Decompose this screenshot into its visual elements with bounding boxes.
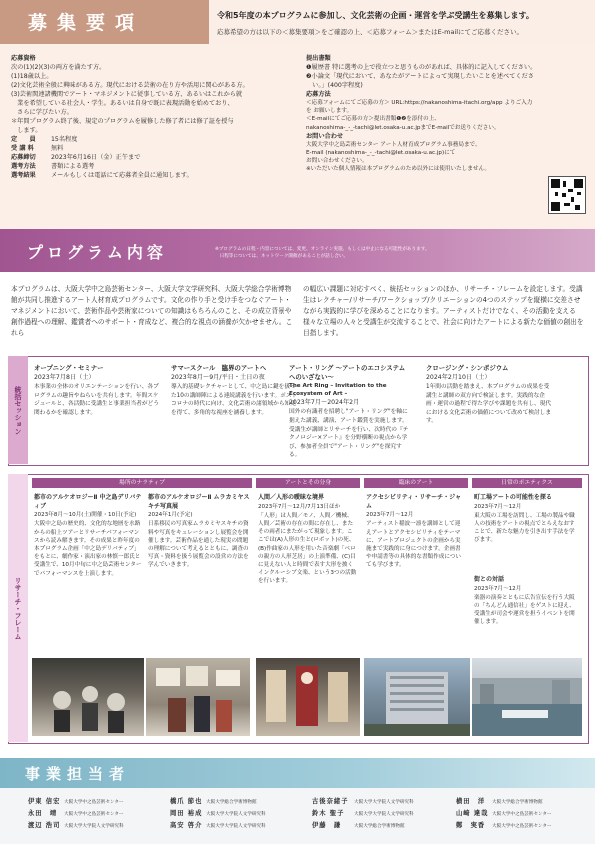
staff-name: 伊藤 謙 xyxy=(312,822,342,829)
session-title: アート・リング 〜アートのエコシステムへのいざない〜 xyxy=(289,364,406,381)
program-intro-right: の幅広い課題に対応すべく、統括セッションのほか、リサーチ・フレームを設定します。受講生はレクチャー/リサーチ/ワークショップ/クリエーションの4つのステップを縦横に交差させながら実践的に学びを深めることになります。アーティストだけでなく、その活動を支える様々な立場の人々と受講生が交流することで、社会に向けたアートによる新たな価値の創出を目指します。 xyxy=(303,285,584,337)
contact-heading: お問い合わせ xyxy=(306,132,344,140)
requirements-intro: 次の(1)(2)(3)の両方を満たす方。 xyxy=(11,64,106,71)
staff-name: 伊東 信宏 xyxy=(28,798,61,805)
header-lead-area xyxy=(209,0,595,44)
field-value: メールもしくは電話にて応募者全員に通知します。 xyxy=(51,172,193,179)
staff-name: 永田 靖 xyxy=(28,810,58,817)
method-line: ＜E-mailにてご応募の方＞提出書類❶❷を添付の上、 xyxy=(306,116,440,123)
research-project xyxy=(258,494,358,586)
session-item xyxy=(426,364,554,426)
document-line: ❷小論文「現代において、あなたがアートによって実現したいことを述べてくださ xyxy=(306,73,534,80)
field-row xyxy=(11,171,296,180)
program-intro-left: 本プログラムは、大阪大学中之島芸術センター、大阪大学文学研究科、大阪大学総合学術博物館が共同し推進するアート人材育成プログラムです。文化の作り手と受け手をつなぐアート・マネジメントにおいて、芸術作品や芸術家についての知識はもちろんのこと、その成立背景や創作過程への理解、鑑賞者へのサポート・育成など、複合的な視点の涵養が欠かせません。これら xyxy=(11,285,293,337)
research-project xyxy=(34,494,142,578)
documents-section xyxy=(306,54,586,174)
project-title: 都市のアルケオロジーⅡ ムラカミヤスキチ写真展 xyxy=(148,494,250,510)
program-title: プログラム内容 xyxy=(27,243,167,262)
research-project xyxy=(474,494,580,545)
field-key: 選考方法 xyxy=(11,163,36,170)
session-label-text: 統括セッション xyxy=(14,385,22,435)
field-value: 2023年6月16日（金）正午まで xyxy=(51,154,141,161)
requirement-line: (2)文化芸術全般に興味がある方。現代における芸術の在り方や活用に関心がある方。 xyxy=(11,82,249,89)
field-value: 無料 xyxy=(51,145,64,152)
photo-performance xyxy=(32,658,144,736)
staff-name: 鄭 実香 xyxy=(456,822,486,829)
field-key: 受 講 料 xyxy=(11,145,34,152)
photo-building xyxy=(364,658,470,736)
project-date: 2023年7月〜12月 xyxy=(366,512,414,519)
research-project xyxy=(366,494,466,570)
staff-name: 岡田 裕成 xyxy=(170,810,203,817)
session-desc: 導入的基礎レクチャーとして、中之島に鍵を扱った10の講師陣による連続講義を行います。ポストコロナの時代に向け、文化芸術の諸領域から知見を得て、多角的な視座を涵養します。 xyxy=(171,384,298,416)
photo-river xyxy=(472,658,582,736)
staff-affiliation: 大阪大学中之島芸術センター xyxy=(64,812,124,817)
staff-affiliation: 大阪大学中之島芸術センター xyxy=(492,824,552,829)
method-line: を お願いします。 xyxy=(306,108,353,115)
project-title: 都市のアルケオロジーⅡ 中之島デリバティブ xyxy=(34,494,142,510)
photo-exhibition xyxy=(146,658,250,736)
session-item xyxy=(171,364,299,417)
photo-exhibition-art xyxy=(146,658,250,736)
project-title: 街との対話 xyxy=(474,576,505,583)
program-note-line: ※プログラムの日程・内容については、変更、オンライン実施、もしくは中止になる可能性があります。 xyxy=(215,247,430,252)
staff-affiliation: 大阪大学大学院人文学研究科 xyxy=(206,824,266,829)
session-date: 2023年7月8日（土） xyxy=(34,374,95,381)
session-title: オープニング・セミナー xyxy=(34,364,104,372)
project-title: 町工場アートの可能性を探る xyxy=(474,494,552,501)
documents-heading: 提出書類 xyxy=(306,55,331,62)
requirement-line: さらに学びたい方。 xyxy=(11,109,73,116)
session-item xyxy=(289,364,411,460)
research-project xyxy=(474,576,580,627)
project-desc: 「人形」は人間／モノ、人間／機械、人間／芸術の存在の間に存在し、またその両者にまたがって現象します。ここでは(A)人形の生と(ロボット)の死、(B)作曲家の人形を用いた音楽劇「ベロの親方の人形芝居」の上演準備、(C)目に見えない人と時間で表す大形を披くインクルーシブ文楽、という3つの活動を行います。 xyxy=(258,512,357,585)
staff-affiliation: 大阪大学大学院人文学研究科 xyxy=(354,812,414,817)
field-key: 定 員 xyxy=(11,136,36,143)
session-title: クロージング・シンポジウム xyxy=(426,364,509,372)
category-header: 日常のポエティクス xyxy=(472,478,582,488)
staff-member xyxy=(456,820,552,833)
photo-puppet-art xyxy=(256,658,360,736)
category-header: 場所のナラティブ xyxy=(32,478,252,488)
requirement-line: (3)芸術関連諸機関でアート・マネジメントに従事している方、あるいはこれから就 xyxy=(11,91,243,98)
session-date: 2023年8月〜9月/平日・土日の夜 xyxy=(171,374,265,381)
session-desc: 国外の有識者を招聘し"アート・リング"を軸に据えた講義、講演、アート鑑賞を実施します。受講生が講師とリサーチを行い、次時代の『テクノロジー×アート』を分野横断の視点から学び、参加者全員で"アート・リング"を探究する。 xyxy=(289,409,409,459)
contact-line: 大阪大学中之島芸術センター アート人材育成プログラム事務局まで、 xyxy=(306,141,481,148)
page-title: 募集要項 xyxy=(28,12,145,34)
category-header: アートとその分身 xyxy=(256,478,360,488)
method-line[interactable]: ＜応募フォームにてご応募の方＞ URL:https://nakanoshima-itachi.org/app よりご入力 xyxy=(306,100,533,106)
project-title: アクセシビリティ・リサーチ・ジャム xyxy=(366,494,461,510)
requirements-section xyxy=(11,54,296,180)
requirement-line: (1)18歳以上。 xyxy=(11,73,53,80)
project-desc: アーティスト稲波一凛を講師として迎えアートとアクセシビリティをテーマに、アートプロジェクトの企画から実施まで実践的に身につけます。企画書や申請書等の具体的な書類作成についても学びます。 xyxy=(366,521,461,569)
project-date: 2024年1月(予定) xyxy=(148,512,193,519)
method-line[interactable]: nakanoshima-_-_-tachi@let.osaka-u.ac.jpまでE-mailでお送りください。 xyxy=(306,124,500,131)
staff-name: 橋爪 節也 xyxy=(170,798,203,805)
field-row xyxy=(11,162,296,171)
research-project xyxy=(148,494,250,570)
staff-member xyxy=(28,820,124,833)
contact-line: ※いただいた個人情報は本プログラムのため以外には使用いたしません。 xyxy=(306,166,490,173)
session-label xyxy=(8,356,28,464)
research-label-text: リサーチ・フレーム xyxy=(14,576,22,640)
staff-affiliation: 大阪大学大学院人文学研究科 xyxy=(64,824,124,829)
staff-member xyxy=(312,820,405,833)
staff-affiliation: 大阪大学大学院人文学研究科 xyxy=(206,812,266,817)
project-desc: 楽器の演奏とともに広告宣伝を行う大阪の「ちんどん通信社」をゲストに迎え、受講生が司会や運営を担うイベントを開催します。 xyxy=(474,594,575,626)
staff-name: 高安 啓介 xyxy=(170,822,203,829)
staff-affiliation: 大阪大学中之島芸術センター xyxy=(64,800,124,805)
field-key: 応募締切 xyxy=(11,154,36,161)
qr-code[interactable] xyxy=(548,176,586,214)
staff-affiliation: 大阪大学中之島芸術センター xyxy=(492,812,552,817)
requirement-line: 業を希望している社会人・学生。あるいは自身で既に表現活動を始めており、 xyxy=(11,100,234,107)
contact-line[interactable]: E-mail (nakanoshima-_-_-tachi@let.osaka-u.ac.jp)にて xyxy=(306,150,456,157)
contact-line: お問い合わせください。 xyxy=(306,158,368,165)
research-label xyxy=(8,474,28,742)
session-date: 2023年7月〜2024年2月 xyxy=(289,399,360,407)
project-title: 人間／人形の曖昧な境界 xyxy=(258,494,325,501)
photo-puppet xyxy=(256,658,360,736)
session-title: サマースクール 臨界のアートへ xyxy=(171,364,267,372)
project-desc: 大阪中之島の歴史的、文化的な地層を水路からの船上ツアーとリサーチパフォーマンスから読み解きます。その成果と昨年度の本プログラム企画「中之島デリバティブ」をもとに、劇作家・演出家の林慎一郎氏と受講生で、10月中旬に中之島芸術センターでパフォーマンスを上演します。 xyxy=(34,521,142,577)
staff-title: 事業担当者 xyxy=(25,765,131,783)
session-subtitle: The Art Ring – Invitation to the Ecosystem of Art – xyxy=(289,383,387,398)
session-item xyxy=(34,364,162,417)
program-note-line: 日程等については、ネットワーク開催があることが話し合い。 xyxy=(215,254,349,259)
field-value: 書類による選考 xyxy=(51,163,95,170)
staff-name: 横田 洋 xyxy=(456,798,486,805)
field-key: 選考結果 xyxy=(11,172,36,179)
requirements-heading: 応募資格 xyxy=(11,55,36,62)
staff-affiliation: 大阪大学大学院人文学研究科 xyxy=(354,800,414,805)
staff-affiliation: 大阪大学総合学術博物館 xyxy=(206,800,257,805)
field-row xyxy=(11,144,296,153)
project-date: 2023年7月〜12月 xyxy=(474,503,522,510)
header-lead: 令和5年度の本プログラムに参加し、文化芸術の企画・運営を学ぶ受講生を募集します。 xyxy=(217,11,534,20)
project-date: 2023年7月〜12月 xyxy=(474,585,522,592)
document-line: ❶履歴書 特に選考の上で役立つと思うものがあれば、具体的に記入してください。 xyxy=(306,64,537,71)
session-date: 2024年2月10日（土） xyxy=(426,374,491,381)
program-note xyxy=(215,246,430,260)
staff-member xyxy=(170,820,266,833)
photo-building-art xyxy=(364,658,470,736)
project-date: 2023年8月〜10月(土)開催・10日(予定) xyxy=(34,512,137,519)
staff-name: 古後奈緒子 xyxy=(312,798,349,805)
field-row xyxy=(11,153,296,162)
requirement-line: ＊年間プログラム終了後、規定のプログラムを履修した修了者には修了証を授与 xyxy=(11,118,234,125)
photo-river-art xyxy=(472,658,582,736)
photo-performance-art xyxy=(32,658,144,736)
staff-affiliation: 大阪大学総合学術博物館 xyxy=(492,800,543,805)
project-date: 2023年7月〜12月/7月13日ほか xyxy=(258,503,341,510)
staff-name: 鈴木 聖子 xyxy=(312,810,345,817)
requirement-line: します。 xyxy=(11,127,42,134)
field-row xyxy=(11,135,296,144)
field-value: 15名程度 xyxy=(51,136,78,143)
project-desc: 東大阪の工場を訪問し、工場の製品や職人の技術をアートの視点でとらえなおすことで、新たな魅力を引き出す手法を学びます。 xyxy=(474,512,575,544)
session-desc: 本事業の全体のオリエンテーションを行い、各プログラムの趣旨やねらいを共有します。年間スケジュールと、各活動に受講生と事業担当者がどう関わるかを確認します。 xyxy=(34,384,159,416)
staff-name: 山崎 達哉 xyxy=(456,810,489,817)
session-desc: 1年間の活動を踏まえ、本プログラムの成果を受講生と講師の双方向で検証します。実践的な企画・運営の過程で得た学びや課題を共有し、現代における文化芸術の価値について改めて検討します。 xyxy=(426,384,552,425)
method-heading: 応募方法 xyxy=(306,91,331,98)
staff-name: 渡辺 浩司 xyxy=(28,822,61,829)
staff-affiliation: 大阪大学総合学術博物館 xyxy=(354,824,405,829)
project-desc: 日系移民の写真家ムラカミヤスキチの資料や写真をキュレーションし展覧会を開催します。芸術作品を通した現実の問題の理解について考えるとともに、調査の写真・資料を扱う展覧会の設営の方法を学んでいきます。 xyxy=(148,521,249,569)
header-sublead: 応募希望の方は以下の＜募集要項＞をご確認の上、＜応募フォーム＞またはE-mailにてご応募ください。 xyxy=(217,28,524,36)
document-line: い。」(400字程度) xyxy=(306,82,363,89)
category-header: 臨床のアート xyxy=(364,478,468,488)
